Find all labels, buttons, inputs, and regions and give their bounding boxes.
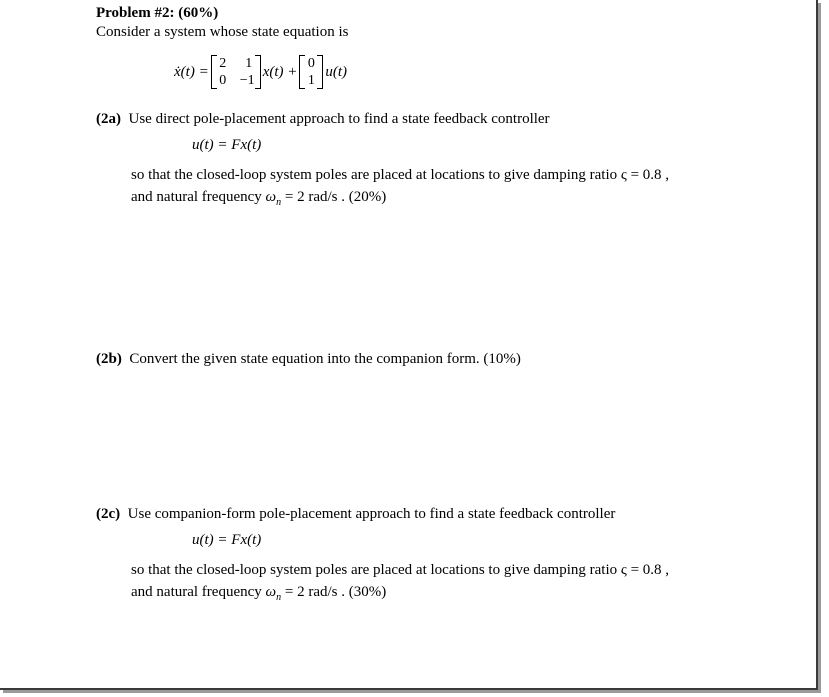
part-a-text: Use direct pole-placement approach to find a state feedback controller bbox=[128, 111, 550, 127]
omega-subscript: n bbox=[276, 592, 282, 603]
part-c-controller: u(t) = Fx(t) bbox=[192, 532, 262, 548]
omega-subscript: n bbox=[276, 197, 282, 208]
matrix-b bbox=[299, 55, 323, 89]
part-a-controller: u(t) = Fx(t) bbox=[192, 137, 262, 153]
part-a-line2-pre: and natural frequency bbox=[131, 189, 266, 205]
part-c-label: (2c) bbox=[96, 506, 121, 522]
part-c-text: Use companion-form pole-placement approach to find a state feedback controller bbox=[127, 506, 616, 522]
state-equation bbox=[174, 55, 347, 89]
part-a-heading bbox=[96, 111, 550, 128]
part-b-label: (2b) bbox=[96, 351, 122, 367]
matrix-a bbox=[211, 55, 261, 89]
matrix-b-cell: 1 bbox=[307, 73, 315, 88]
equation-lhs: ẋ(t) = bbox=[174, 63, 209, 80]
part-c-line2-pre: and natural frequency bbox=[131, 584, 266, 600]
part-a-line1: so that the closed-loop system poles are placed at locations to give damping ratio ς = 0.8 , bbox=[131, 167, 670, 183]
problem-intro: Consider a system whose state equation is bbox=[96, 24, 349, 40]
part-a-line2-post: = 2 rad/s . (20%) bbox=[281, 189, 387, 205]
part-a-line2 bbox=[131, 189, 386, 208]
equation-mid: x(t) + bbox=[262, 63, 298, 80]
matrix-a-cell: 2 bbox=[219, 56, 227, 71]
matrix-a-cell: 0 bbox=[219, 73, 227, 88]
omega-symbol: ω bbox=[265, 189, 277, 205]
part-c-line2 bbox=[131, 584, 386, 603]
part-b-text: Convert the given state equation into the companion form. (10%) bbox=[129, 351, 521, 367]
matrix-b-cell: 0 bbox=[307, 56, 315, 71]
matrix-a-cell: −1 bbox=[239, 73, 255, 88]
equation-rhs: u(t) bbox=[325, 63, 348, 80]
matrix-a-cell: 1 bbox=[245, 56, 253, 71]
part-a-label: (2a) bbox=[96, 111, 121, 127]
part-c-heading bbox=[96, 506, 615, 523]
part-c-line2-post: = 2 rad/s . (30%) bbox=[281, 584, 387, 600]
part-c-line1: so that the closed-loop system poles are placed at locations to give damping ratio ς = 0.8 , bbox=[131, 562, 670, 578]
omega-symbol: ω bbox=[265, 584, 277, 600]
problem-title: Problem #2: (60%) bbox=[96, 5, 219, 21]
part-b-heading bbox=[96, 351, 521, 368]
